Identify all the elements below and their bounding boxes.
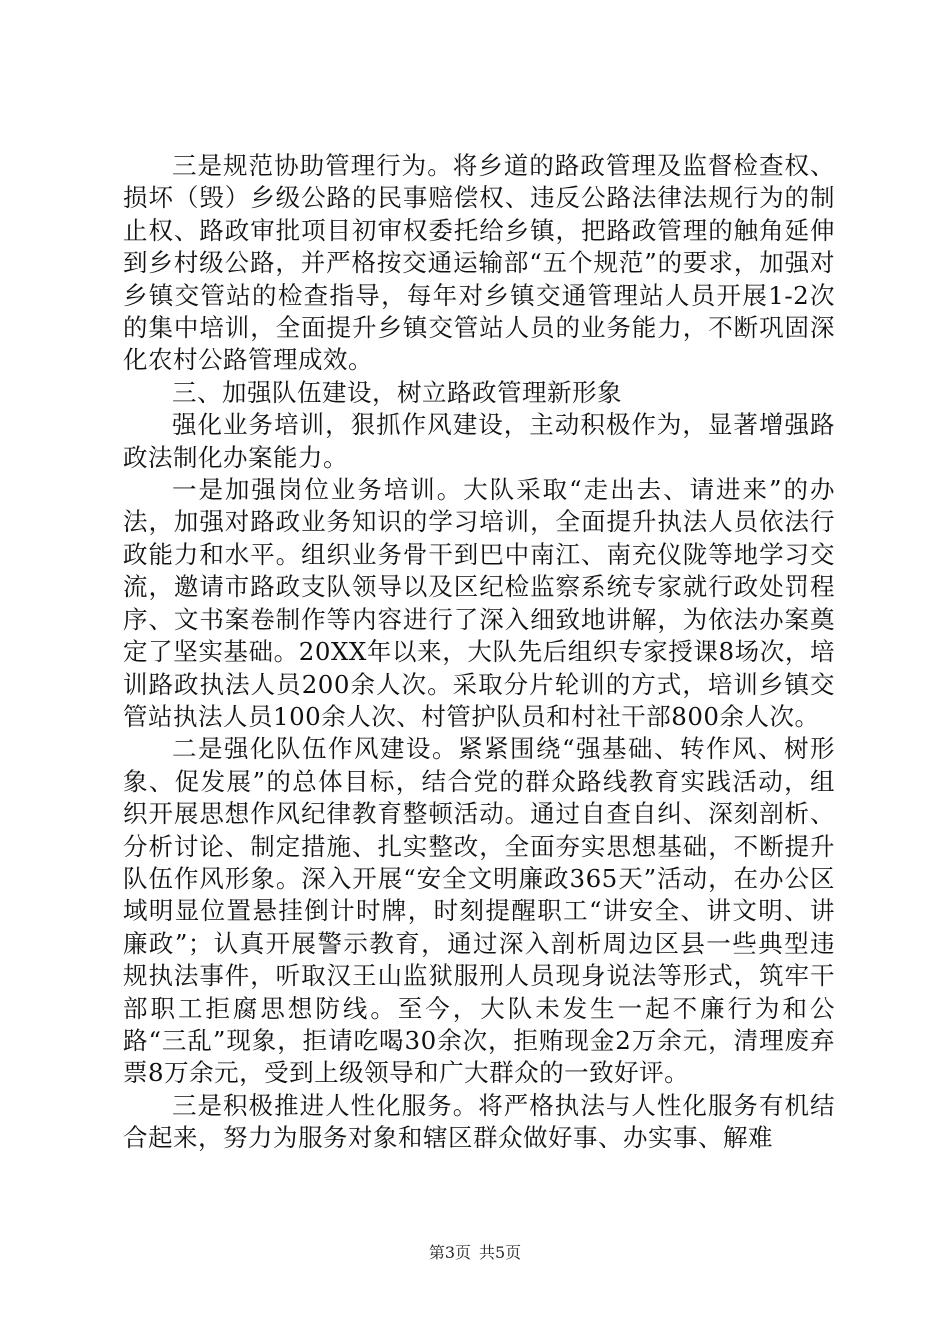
paragraph-section-intro: 强化业务培训，狠抓作风建设，主动积极作为，显著增强路政法制化办案能力。 bbox=[123, 410, 835, 472]
section-heading-team-building: 三、加强队伍建设，树立路政管理新形象 bbox=[172, 377, 622, 407]
page-number: 第3页 bbox=[428, 1243, 471, 1262]
page-footer bbox=[0, 1243, 950, 1263]
paragraph-standardize-assistance: 三是规范协助管理行为。将乡道的路政管理及监督检查权、损坏（毁）乡级公路的民事赔偿权、违反公路法律法规行为的制止权、路政审批项目初审权委托给乡镇，把路政管理的触角延伸到乡村级公路，并严格按交通运输部“五个规范”的要求，加强对乡镇交管站的检查指导，每年对乡镇交通管理站人员开展1-2次的集中培训，全面提升乡镇交管站人员的业务能力，不断巩固深化农村公路管理成效。 bbox=[123, 151, 835, 375]
page-total: 共5页 bbox=[479, 1243, 522, 1262]
document-body bbox=[123, 150, 835, 1155]
paragraph-job-training: 一是加强岗位业务培训。大队采取“走出去、请进来”的办法，加强对路政业务知识的学习培训，全面提升执法人员依法行政能力和水平。组织业务骨干到巴中南江、南充仪陇等地学习交流，邀请市路政支队领导以及区纪检监察系统专家就行政处罚程序、文书案卷制作等内容进行了深入细致地讲解，为依法办案奠定了坚实基础。20XX年以来，大队先后组织专家授课8场次，培训路政执法人员200余人次。采取分片轮训的方式，培训乡镇交管站执法人员100余人次、村管护队员和村社干部800余人次。 bbox=[123, 475, 835, 731]
paragraph-work-style: 二是强化队伍作风建设。紧紧围绕“强基础、转作风、树形象、促发展”的总体目标，结合党的群众路线教育实践活动，组织开展思想作风纪律教育整顿活动。通过自查自纠、深刻剖析、分析讨论、制定措施、扎实整改，全面夯实思想基础，不断提升队伍作风形象。深入开展“安全文明廉政365天”活动，在办公区域明显位置悬挂倒计时牌，时刻提醒职工“讲安全、讲文明、讲廉政”；认真开展警示教育，通过深入剖析周边区县一些典型违规执法事件，听取汉王山监狱服刑人员现身说法等形式，筑牢干部职工拒腐思想防线。至今，大队未发生一起不廉行为和公路“三乱”现象，拒请吃喝30余次，拒贿现金2万余元，清理废弃票8万余元，受到上级领导和广大群众的一致好评。 bbox=[123, 734, 835, 1088]
paragraph-humanized-service: 三是积极推进人性化服务。将严格执法与人性化服务有机结合起来，努力为服务对象和辖区群众做好事、办实事、解难 bbox=[123, 1090, 835, 1153]
